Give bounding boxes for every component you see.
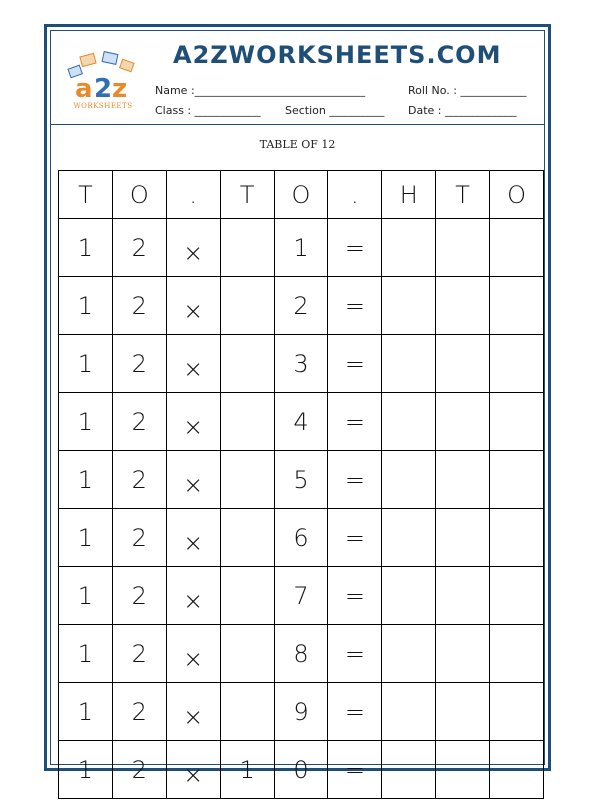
column-header: T [220,171,274,219]
answer-cell[interactable] [220,219,274,277]
table-row [59,451,544,509]
table-row [59,219,544,277]
answer-cell[interactable] [490,277,544,335]
answer-cell[interactable] [382,683,436,741]
answer-cell[interactable] [490,451,544,509]
answer-cell[interactable] [436,567,490,625]
table-cell: = [328,567,382,625]
table-row [59,741,544,799]
answer-cell[interactable] [382,219,436,277]
table-cell: = [328,335,382,393]
table-cell: 5 [274,451,328,509]
answer-cell[interactable] [436,625,490,683]
column-header: H [382,171,436,219]
table-cell: 1 [59,277,113,335]
answer-cell[interactable] [490,335,544,393]
answer-cell[interactable] [436,509,490,567]
answer-cell[interactable] [382,277,436,335]
answer-cell[interactable] [220,451,274,509]
answer-cell[interactable] [490,683,544,741]
date-field[interactable]: Date : _____________ [408,104,517,117]
column-header: T [59,171,113,219]
answer-cell[interactable] [436,219,490,277]
answer-cell[interactable] [220,509,274,567]
table-cell: 8 [274,625,328,683]
answer-cell[interactable] [220,335,274,393]
table-row [59,625,544,683]
table-cell: 2 [112,393,166,451]
table-row [59,683,544,741]
answer-cell[interactable] [382,625,436,683]
answer-cell[interactable] [436,393,490,451]
table-cell: 2 [274,277,328,335]
site-title: A2ZWORKSHEETS.COM [173,41,502,69]
table-cell: × [166,741,220,799]
svg-text:z: z [112,74,128,104]
table-cell: 1 [59,567,113,625]
table-cell: 1 [59,335,113,393]
answer-cell[interactable] [382,509,436,567]
table-cell: × [166,451,220,509]
answer-cell[interactable] [382,451,436,509]
site-logo [63,51,143,111]
section-field[interactable]: Section __________ [285,104,385,117]
table-cell: = [328,451,382,509]
answer-cell[interactable] [220,683,274,741]
table-cell: × [166,335,220,393]
table-cell: 2 [112,451,166,509]
table-cell: 3 [274,335,328,393]
table-cell: = [328,509,382,567]
column-header-row [59,171,544,219]
name-field[interactable]: Name :_______________________________ [155,84,366,97]
column-header: . [166,171,220,219]
table-cell: 2 [112,277,166,335]
table-cell: = [328,625,382,683]
table-cell: 1 [274,219,328,277]
class-field[interactable]: Class : ____________ [155,104,261,117]
column-header: O [274,171,328,219]
inner-border [50,30,545,789]
answer-cell[interactable] [490,567,544,625]
table-cell: × [166,393,220,451]
answer-cell[interactable] [436,451,490,509]
answer-cell[interactable] [382,567,436,625]
answer-cell[interactable] [382,741,436,799]
svg-text:2: 2 [94,74,113,104]
table-cell: 1 [59,683,113,741]
svg-text:WORKSHEETS: WORKSHEETS [73,102,133,110]
table-cell: × [166,567,220,625]
table-cell: 9 [274,683,328,741]
table-row [59,335,544,393]
table-cell: = [328,277,382,335]
answer-cell[interactable] [382,393,436,451]
table-cell: 2 [112,567,166,625]
answer-cell[interactable] [220,393,274,451]
answer-cell[interactable] [490,393,544,451]
answer-cell[interactable] [382,335,436,393]
table-cell: 6 [274,509,328,567]
multiplication-grid [58,170,544,799]
table-cell: 2 [112,509,166,567]
table-row [59,509,544,567]
table-cell: 2 [112,335,166,393]
worksheet-title: TABLE OF 12 [259,138,336,151]
table-cell: 2 [112,683,166,741]
header-divider [51,124,544,125]
table-cell: × [166,509,220,567]
column-header: O [490,171,544,219]
answer-cell[interactable] [220,277,274,335]
table-cell: × [166,219,220,277]
table-row [59,393,544,451]
table-cell: = [328,219,382,277]
answer-cell[interactable] [436,683,490,741]
answer-cell[interactable] [220,625,274,683]
roll-no-field[interactable]: Roll No. : ____________ [408,84,527,97]
answer-cell[interactable] [490,219,544,277]
answer-cell[interactable] [436,277,490,335]
table-cell: 1 [59,741,113,799]
table-cell: 2 [112,741,166,799]
answer-cell[interactable] [220,567,274,625]
table-cell: 1 [59,625,113,683]
table-cell: = [328,741,382,799]
table-cell: 2 [112,625,166,683]
table-cell: 1 [220,741,274,799]
table-cell: × [166,683,220,741]
answer-cell[interactable] [490,625,544,683]
table-cell: 1 [59,219,113,277]
svg-text:a: a [75,74,93,104]
table-cell: 1 [59,509,113,567]
answer-cell[interactable] [436,741,490,799]
table-cell: = [328,683,382,741]
table-cell: × [166,625,220,683]
table-cell: 0 [274,741,328,799]
answer-cell[interactable] [490,509,544,567]
table-cell: 1 [59,451,113,509]
answer-cell[interactable] [436,335,490,393]
column-header: . [328,171,382,219]
table-row [59,567,544,625]
answer-cell[interactable] [490,741,544,799]
table-cell: 4 [274,393,328,451]
table-cell: 1 [59,393,113,451]
page-border [44,24,551,789]
table-cell: = [328,393,382,451]
table-row [59,277,544,335]
column-header: T [436,171,490,219]
table-cell: 2 [112,219,166,277]
column-header: O [112,171,166,219]
table-cell: × [166,277,220,335]
table-cell: 7 [274,567,328,625]
